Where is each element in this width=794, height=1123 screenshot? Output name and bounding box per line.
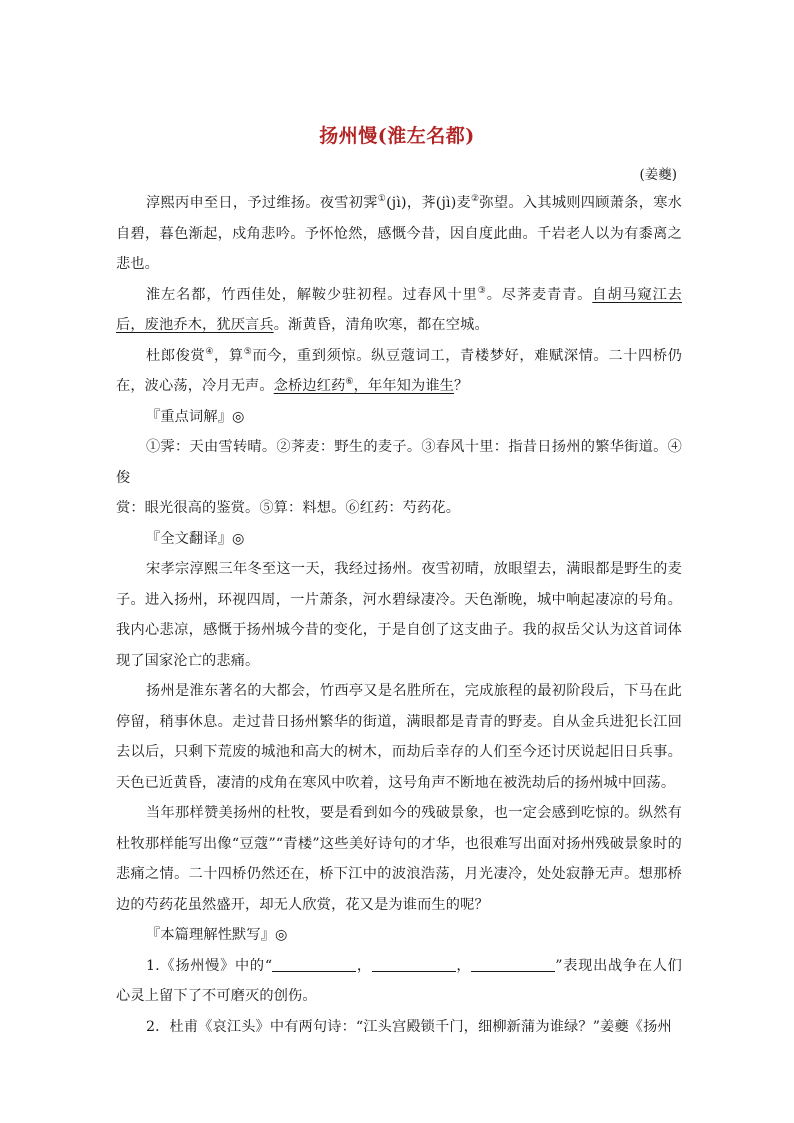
section-heading-vocab: 『重点词解』◎ — [146, 408, 245, 425]
section-heading-translation: 『全文翻译』◎ — [146, 530, 245, 547]
preface-paragraph: 淳熙丙申至日，予过维扬。夜雪初霁①(jì)，荠(jì)麦②弥望。入其城则四顾萧条，寒水自碧，暮色渐起，戍角悲吟。予怀怆然，感慨今昔，因自度此曲。千岩老人以为有黍离之悲也。 — [116, 194, 683, 272]
stanza-one: 淮左名都，竹西佳处，解鞍少驻初程。过春风十里③。尽荠麦青青。自胡马窥江去后，废池乔木，犹厌言兵。渐黄昏，清角吹寒，都在空城。 — [116, 285, 682, 333]
answer-blank — [372, 957, 456, 972]
section-heading-dictation: 『本篇理解性默写』◎ — [146, 927, 288, 943]
underlined-phrase: 自胡马窥江去后，废池乔木，犹厌言兵 — [116, 286, 682, 333]
footnote-marker: ② — [471, 194, 480, 204]
vocab-notes-line-2: 赏：眼光很高的鉴赏。⑤算：料想。⑥红药：芍药花。 — [116, 500, 461, 516]
footnote-marker: ① — [377, 194, 387, 204]
question-2: 2．杜甫《哀江头》中有两句诗：“江头宫殿锁千门，细柳新蒲为谁绿？”姜夔《扬州 — [146, 1018, 672, 1035]
translation-paragraph-1: 宋孝宗淳熙三年冬至这一天，我经过扬州。夜雪初晴，放眼望去，满眼都是野生的麦子。进入扬州，环视四周，一片萧条，河水碧绿凄冷。天色渐晚，城中响起凄凉的号角。我内心悲凉，感慨于扬州城今昔的变化，于是自创了这支曲子。我的叔岳父认为这首词体现了国家沦亡的悲痛。 — [116, 561, 682, 669]
footnote-marker: ④ — [205, 346, 215, 357]
footnote-marker: ⑤ — [243, 346, 253, 357]
poem-author: (姜夔) — [639, 167, 677, 183]
document-body — [116, 188, 682, 1042]
answer-blank — [272, 957, 356, 972]
poem-title: 扬州慢(淮左名都) — [319, 125, 475, 147]
underlined-phrase: 念桥边红药⑥，年年知为谁生 — [273, 377, 455, 394]
stanza-two: 杜郎俊赏④，算⑤而今，重到须惊。纵豆蔻词工，青楼梦好，难赋深情。二十四桥仍在，波心荡，冷月无声。念桥边红药⑥，年年知为谁生？ — [116, 346, 683, 394]
translation-paragraph-3: 当年那样赞美扬州的杜牧，要是看到如今的残破景象，也一定会感到吃惊的。纵然有杜牧那样能写出像“豆蔻”“青楼”这些美好诗句的才华，也很难写出面对扬州残破景象时的悲痛之情。二十四桥仍然还在，桥下江中的波浪浩荡，月光凄冷，处处寂静无声。想那桥边的芍药花虽然盛开，却无人欣赏，花又是为谁而生的呢？ — [116, 805, 682, 913]
answer-blank — [471, 957, 555, 972]
vocab-notes-line-1: ①霁：天由雪转晴。②荠麦：野生的麦子。③春风十里：指昔日扬州的繁华街道。④俊 — [116, 439, 682, 486]
footnote-marker: ③ — [477, 285, 487, 296]
translation-paragraph-2: 扬州是淮东著名的大都会，竹西亭又是名胜所在，完成旅程的最初阶段后，下马在此停留，稍事休息。走过昔日扬州繁华的街道，满眼都是青青的野麦。自从金兵进犯长江回去以后，只剩下荒废的城池和高大的树木，而劫后幸存的人们至今还讨厌说起旧日兵事。天色已近黄昏，凄清的戍角在寒风中吹着，这号角声不断地在被洗劫后的扬州城中回荡。 — [116, 683, 682, 791]
question-1: 1.《扬州慢》中的“ ， ， ”表现出战争在人们心灵上留下了不可磨灭的创伤。 — [116, 957, 682, 1004]
